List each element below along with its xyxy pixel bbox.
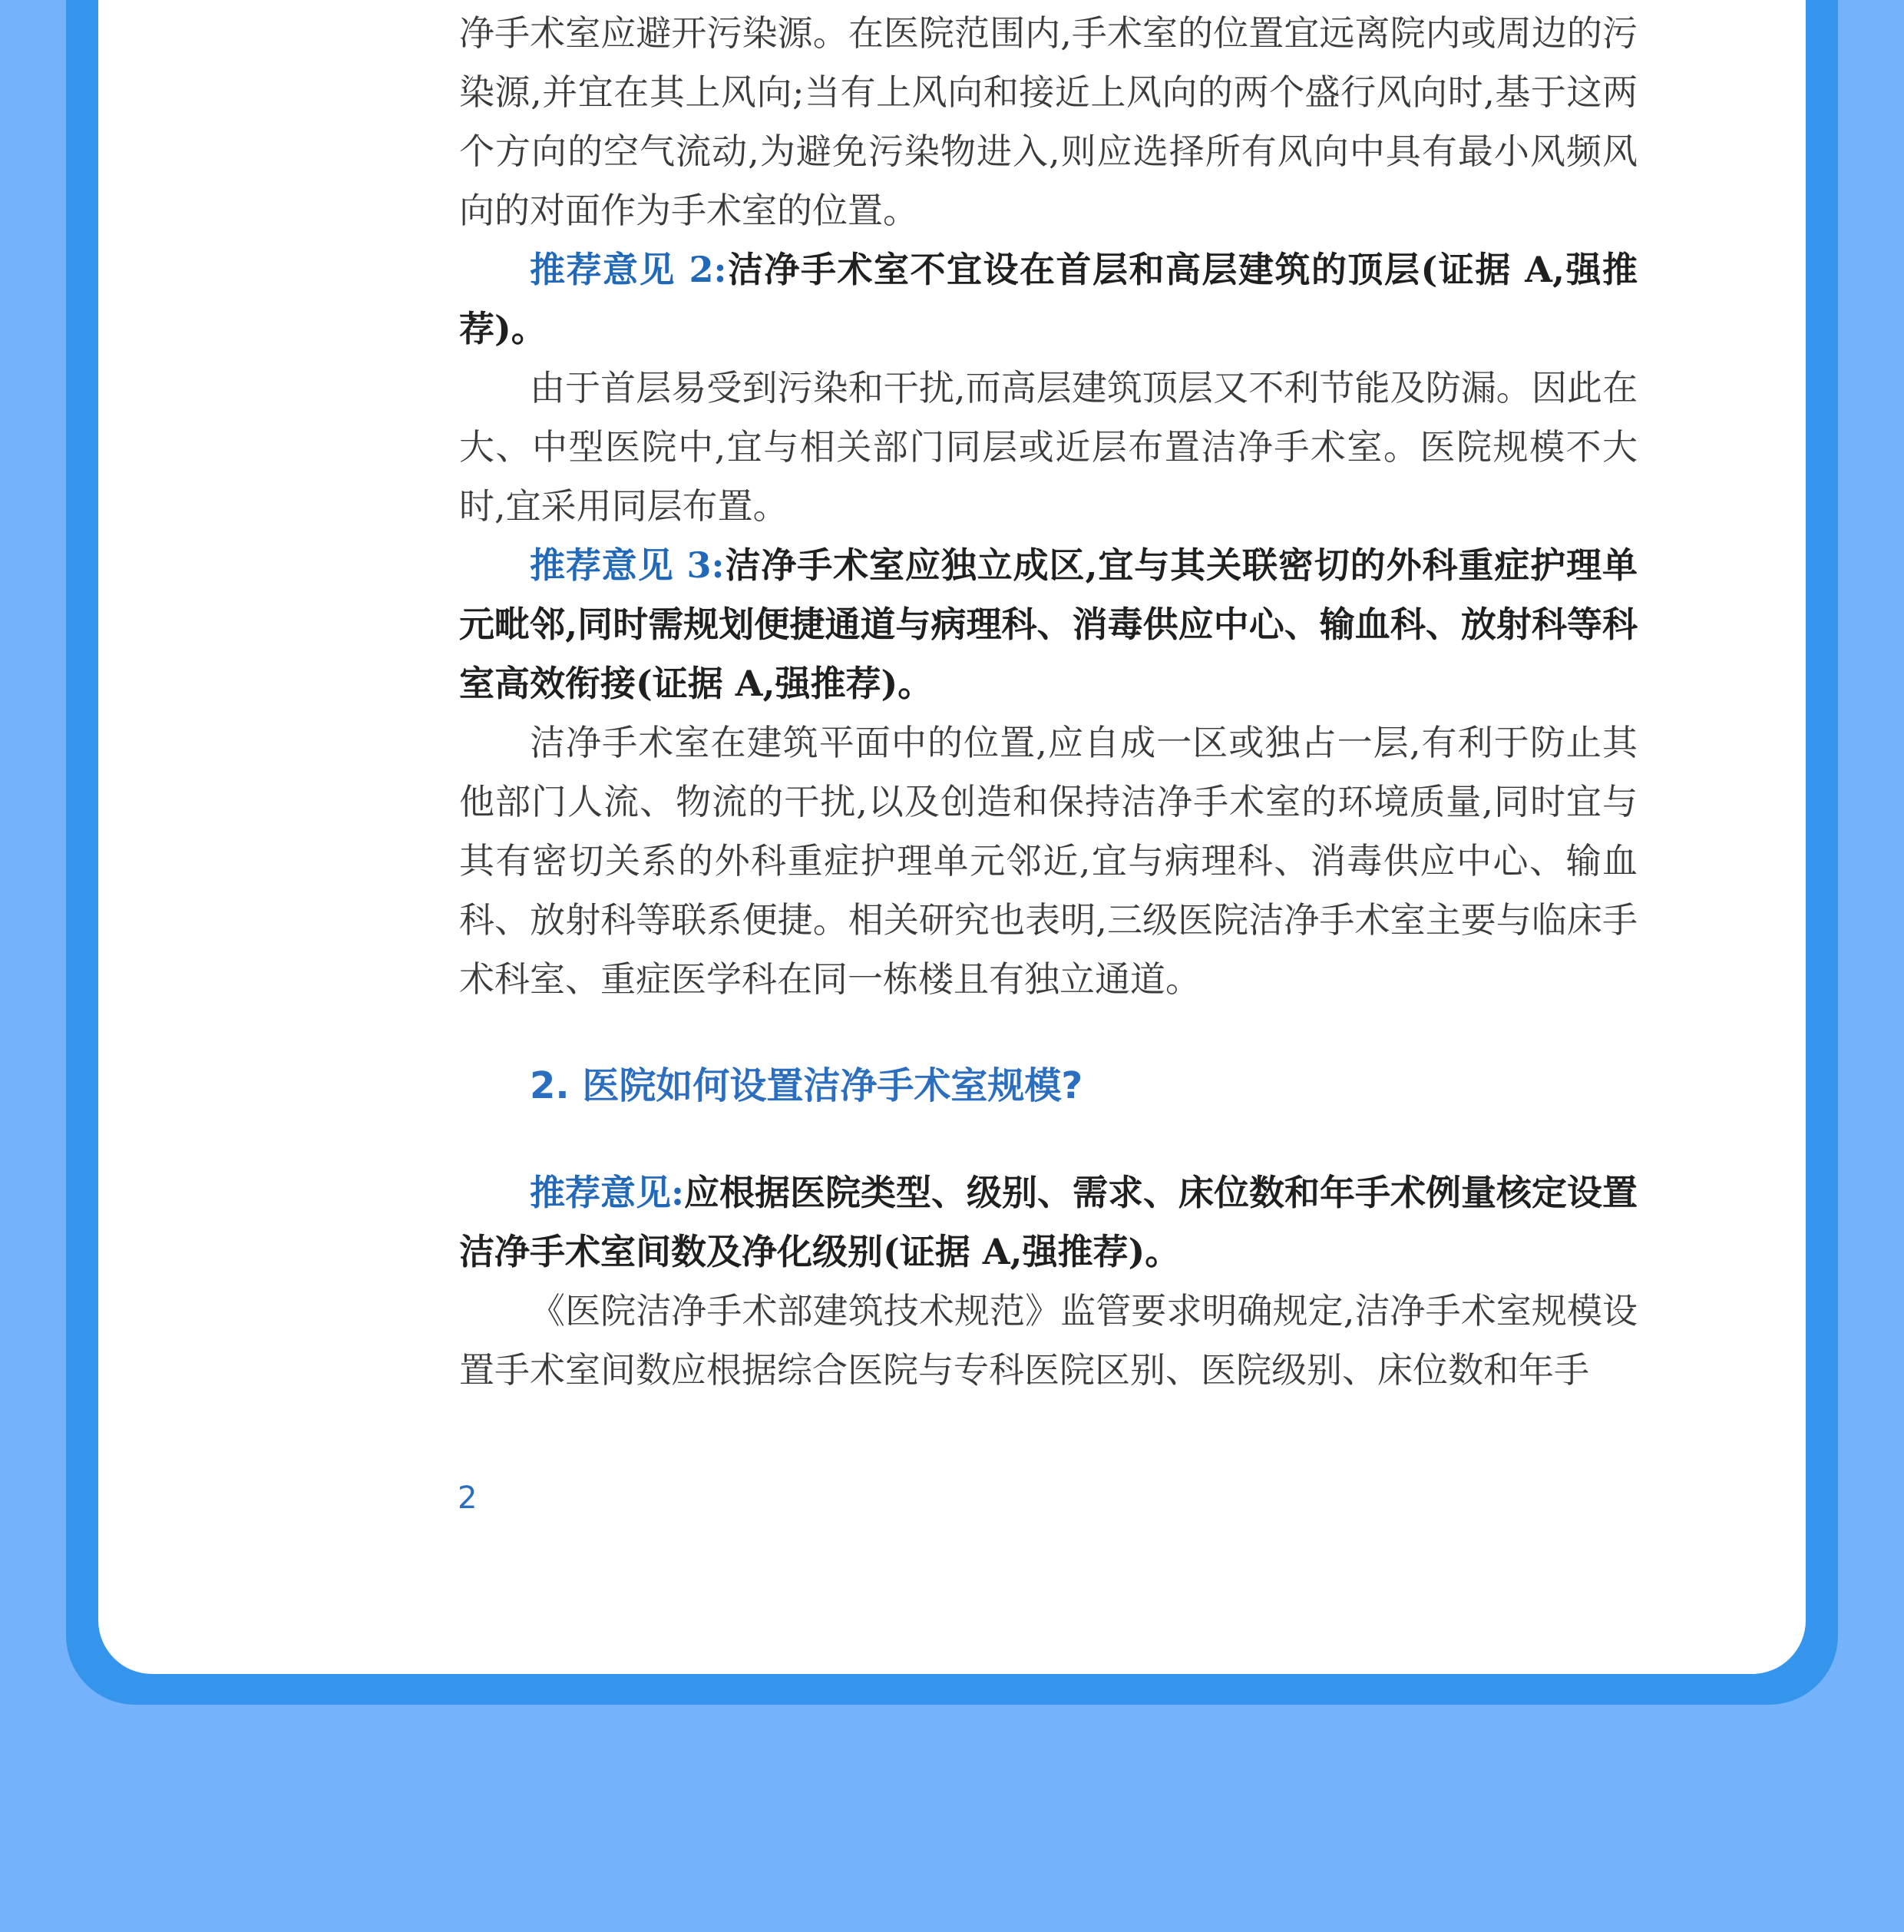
recommendation-2-text: 洁净手术室不宜设在首层和高层建筑的顶层(证据 A,强推荐)。 (459, 249, 1638, 349)
recommendation-3-label: 推荐意见 3: (530, 544, 725, 586)
section-2-title: 2. 医院如何设置洁净手术室规模? (530, 1064, 1083, 1107)
recommendation-4-label: 推荐意见: (530, 1172, 684, 1213)
recommendation-2-body: 由于首层易受到污染和干扰,而高层建筑顶层又不利节能及防漏。因此在大、中型医院中,宜与相关部门同层或近层布置洁净手术室。医院规模不大时,宜采用同层布置。 (459, 367, 1638, 527)
book-page (98, 0, 1806, 1674)
recommendation-2 (459, 240, 1638, 359)
recommendation-3-text: 洁净手术室应独立成区,宜与其关联密切的外科重症护理单元毗邻,同时需规划便捷通道与病理科、消毒供应中心、输血科、放射科等科室高效衔接(证据 A,强推荐)。 (459, 544, 1638, 704)
page-content (459, 0, 1638, 1400)
recommendation-4-text: 应根据医院类型、级别、需求、床位数和年手术例量核定设置洁净手术室间数及净化级别(证据 A,强推荐)。 (459, 1172, 1638, 1272)
recommendation-3 (459, 536, 1638, 713)
recommendation-1-body: 净手术室应避开污染源。在医院范围内,手术室的位置宜远离院内或周边的污染源,并宜在其上风向;当有上风向和接近上风向的两个盛行风向时,基于这两个方向的空气流动,为避免污染物进入,则应选择所有风向中具有最小风频风向的对面作为手术室的位置。 (459, 12, 1638, 231)
recommendation-2-label: 推荐意见 2: (530, 249, 727, 290)
recommendation-4 (459, 1163, 1638, 1282)
page-number: 2 (458, 1480, 478, 1516)
recommendation-3-body: 洁净手术室在建筑平面中的位置,应自成一区或独占一层,有利于防止其他部门人流、物流的干扰,以及创造和保持洁净手术室的环境质量,同时宜与其有密切关系的外科重症护理单元邻近,宜与病理科、消毒供应中心、输血科、放射科等联系便捷。相关研究也表明,三级医院洁净手术室主要与临床手术科室、重症医学科在同一栋楼且有独立通道。 (459, 722, 1638, 1000)
recommendation-4-body: 《医院洁净手术部建筑技术规范》监管要求明确规定,洁净手术室规模设置手术室间数应根据综合医院与专科医院区别、医院级别、床位数和年手 (459, 1290, 1638, 1391)
